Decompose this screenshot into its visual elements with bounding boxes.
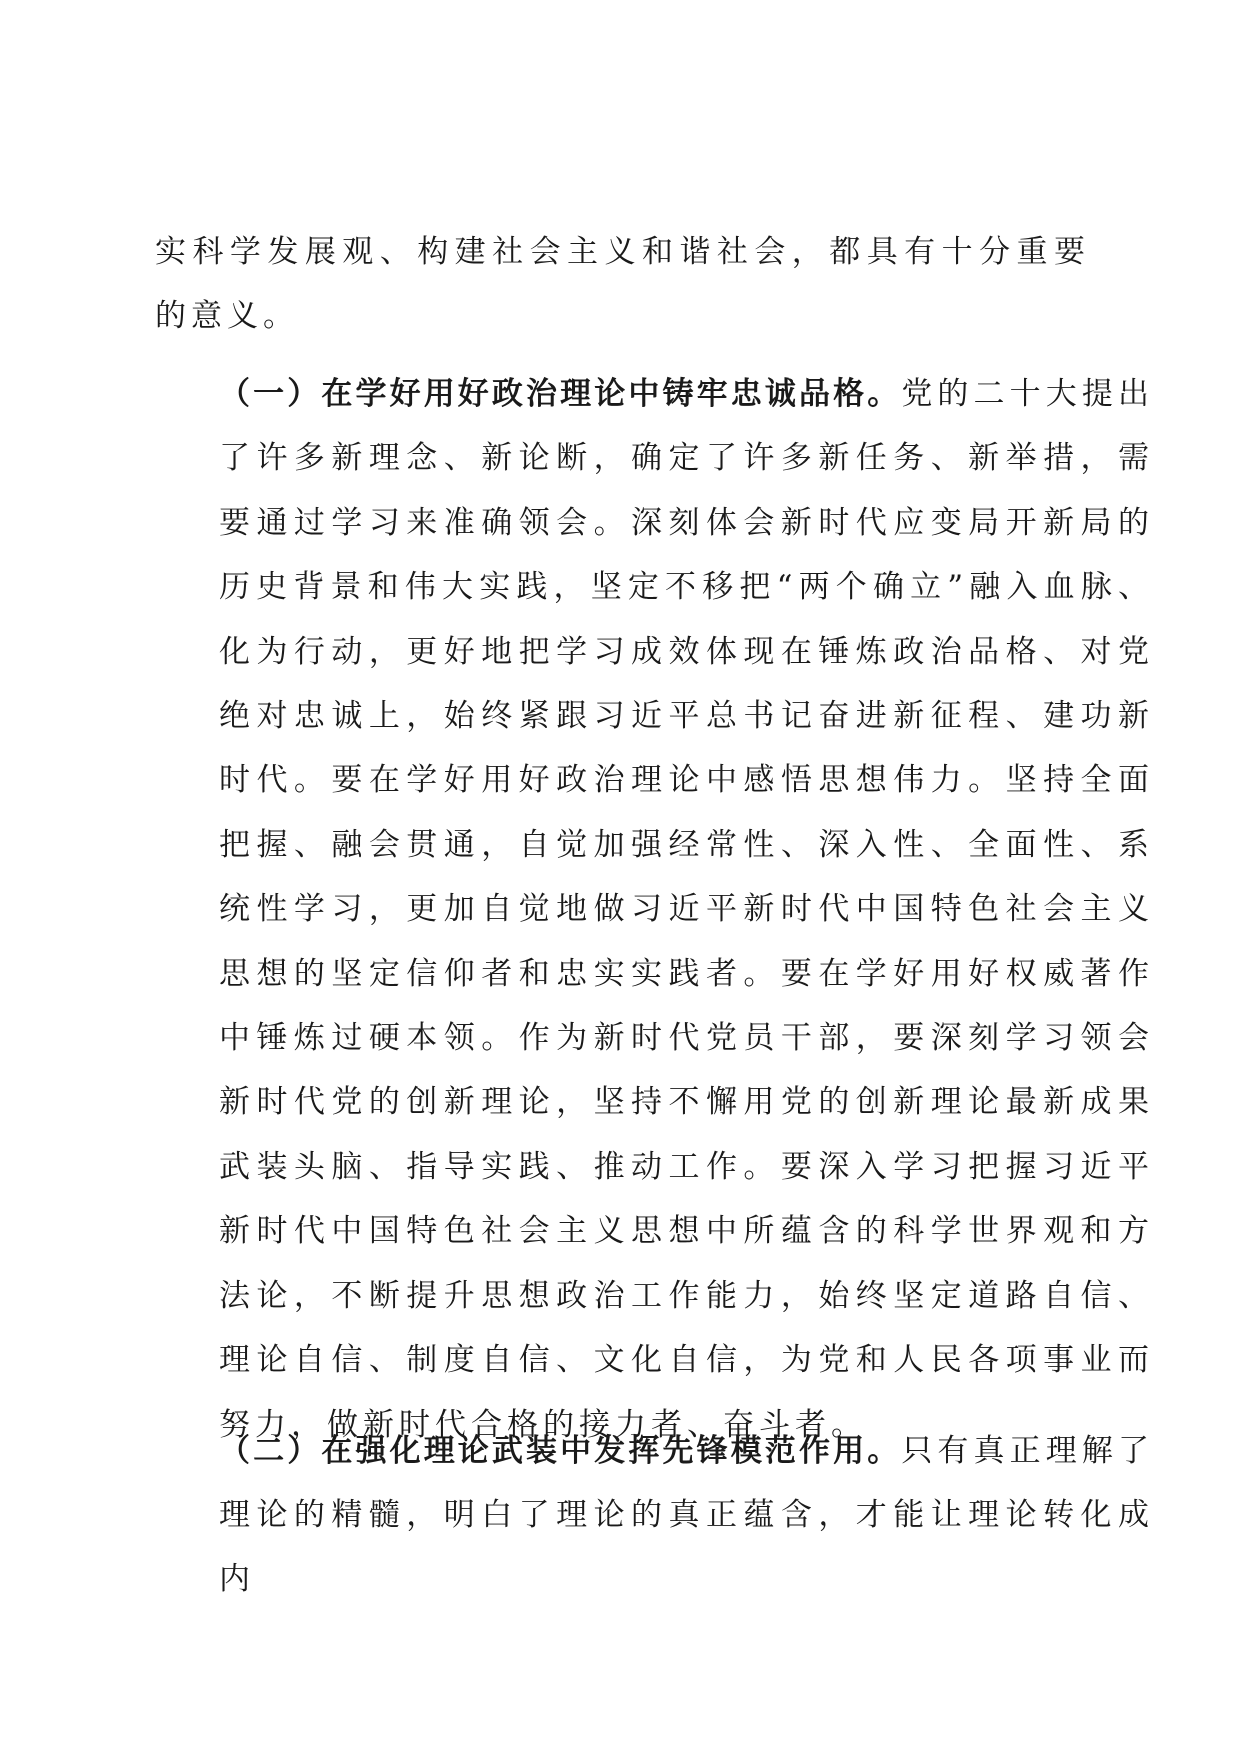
paragraph-section-two: [155, 1419, 1154, 1611]
paragraph-text: 党的二十大提出了许多新理念、新论断，确定了许多新任务、新举措，需要通过学习来准确领会。深刻体会新时代应变局开新局的历史背景和伟大实践，坚定不移把“两个确立”融入血脉、化为行动，更好地把学习成效体现在锤炼政治品格、对党绝对忠诚上，始终紧跟习近平总书记奋进新征程、建功新时代。要在学好用好政治理论中感悟思想伟力。坚持全面把握、融会贯通，自觉加强经常性、深入性、全面性、系统性学习，更加自觉地做习近平新时代中国特色社会主义思想的坚定信仰者和忠实实践者。要在学好用好权威著作中锤炼过硬本领。作为新时代党员干部，要深刻学习领会新时代党的创新理论，坚持不懈用党的创新理论最新成果武装头脑、指导实践、推动工作。要深入学习把握习近平新时代中国特色社会主义思想中所蕴含的科学世界观和方法论，不断提升思想政治工作能力，始终坚定道路自信、理论自信、制度自信、文化自信，为党和人民各项事业而努力，做新时代合格的接力者、奋斗者。: [219, 376, 1155, 1443]
paragraph-section-one: [155, 362, 1154, 1457]
paragraph-text: 实科学发展观、构建社会主义和谐社会，都具有十分重要的意义。: [155, 234, 1090, 334]
section-heading: （一）在学好用好政治理论中铸牢忠诚品格。: [219, 376, 902, 412]
section-heading: （二）在强化理论武装中发挥先锋模范作用。: [219, 1433, 902, 1469]
paragraph-continuation: [155, 220, 1090, 348]
paragraph-text: 只有真正理解了理论的精髓，明白了理论的真正蕴含，才能让理论转化成内: [219, 1433, 1155, 1597]
